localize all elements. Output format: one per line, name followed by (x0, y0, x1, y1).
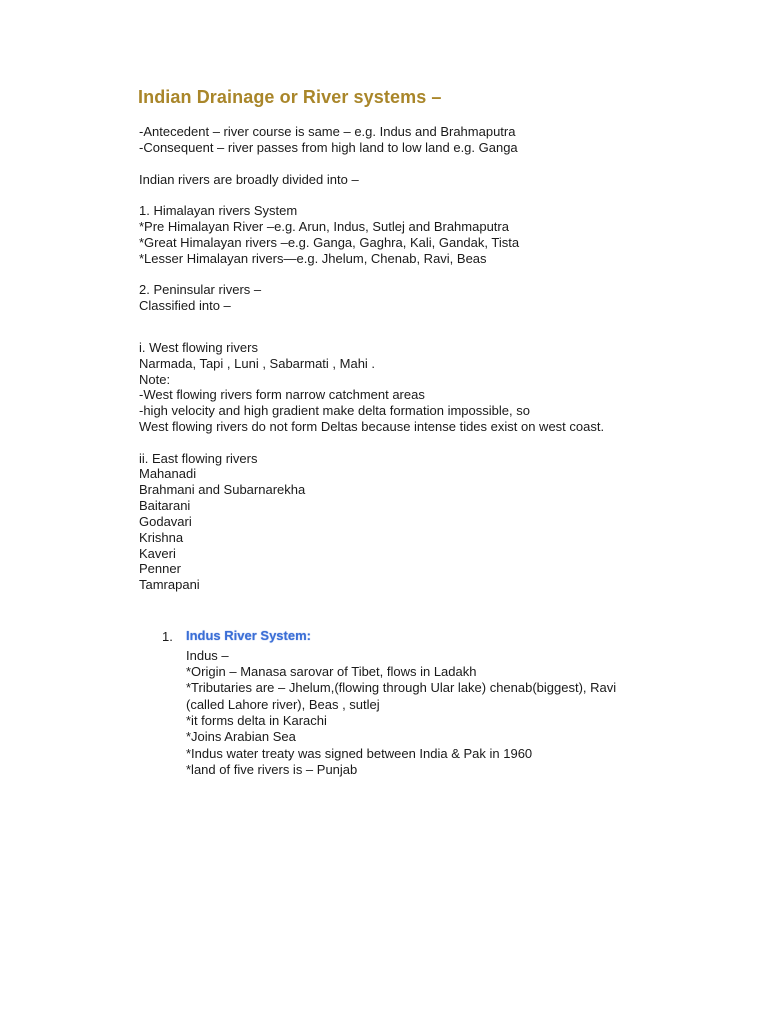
section-heading-peninsular: 2. Peninsular rivers – (139, 282, 262, 297)
list-item: Godavari (139, 514, 192, 529)
text-line-arabian-sea: *Joins Arabian Sea (186, 729, 296, 744)
list-item: Tamrapani (139, 577, 200, 592)
text-line-delta: *it forms delta in Karachi (186, 713, 327, 728)
list-item: Penner (139, 561, 181, 576)
page-title: Indian Drainage or River systems – (138, 87, 442, 107)
text-line-note-velocity: -high velocity and high gradient make delta formation impossible, so (139, 403, 530, 418)
text-line-tributaries-cont: (called Lahore river), Beas , sutlej (186, 697, 380, 712)
text-line-indus: Indus – (186, 648, 229, 663)
section-heading-himalayan: 1. Himalayan rivers System (139, 203, 298, 218)
list-number: 1. (162, 629, 173, 644)
text-line-origin: *Origin – Manasa sarovar of Tibet, flows in Ladakh (186, 664, 477, 679)
text-line-lesser-himalayan: *Lesser Himalayan rivers—e.g. Jhelum, Chenab, Ravi, Beas (139, 251, 487, 266)
list-item: Kaveri (139, 546, 176, 561)
text-line-note-deltas: West flowing rivers do not form Deltas because intense tides exist on west coast. (139, 419, 605, 434)
text-line-pre-himalayan: *Pre Himalayan River –e.g. Arun, Indus, Sutlej and Brahmaputra (139, 219, 509, 234)
text-line-consequent: -Consequent – river passes from high land to low land e.g. Ganga (139, 140, 518, 155)
text-line-great-himalayan: *Great Himalayan rivers –e.g. Ganga, Gaghra, Kali, Gandak, Tista (139, 235, 520, 250)
text-line-note-catchment: -West flowing rivers form narrow catchment areas (139, 387, 425, 402)
text-line-tributaries: *Tributaries are – Jhelum,(flowing through Ular lake) chenab(biggest), Ravi (186, 680, 617, 695)
text-line-note-label: Note: (139, 372, 171, 387)
subsection-heading-east-flowing: ii. East flowing rivers (139, 451, 258, 466)
text-line-classified: Classified into – (139, 298, 231, 313)
list-item: Baitarani (139, 498, 191, 513)
list-item: Mahanadi (139, 466, 197, 481)
text-line-punjab: *land of five rivers is – Punjab (186, 762, 358, 777)
list-item: Krishna (139, 530, 184, 545)
text-line-antecedent: -Antecedent – river course is same – e.g. Indus and Brahmaputra (139, 124, 516, 139)
list-item: Brahmani and Subarnarekha (139, 482, 306, 497)
subsection-heading-west-flowing: i. West flowing rivers (139, 340, 258, 355)
text-line-treaty: *Indus water treaty was signed between India & Pak in 1960 (186, 746, 533, 761)
text-line-broad-division: Indian rivers are broadly divided into – (139, 172, 359, 187)
section-heading-indus: Indus River System: (186, 628, 311, 643)
text-line-west-rivers: Narmada, Tapi , Luni , Sabarmati , Mahi . (139, 356, 376, 371)
